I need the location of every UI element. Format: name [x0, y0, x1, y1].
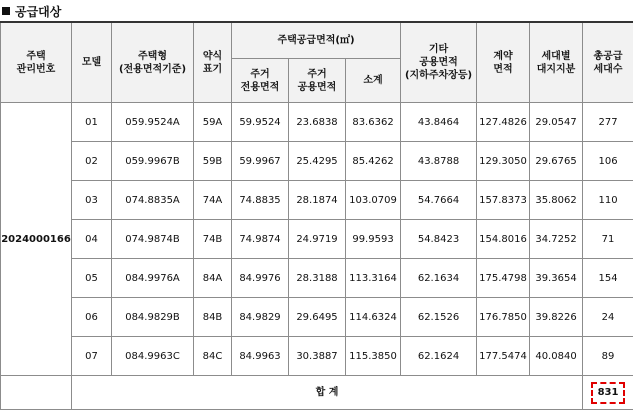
- other-common-cell: 43.8788: [401, 142, 477, 181]
- subtotal-cell: 103.0709: [346, 181, 401, 220]
- contract-area-cell: 154.8016: [477, 220, 530, 259]
- common-area-cell: 28.3188: [289, 259, 346, 298]
- header-total-units: 총공급 세대수: [583, 22, 633, 103]
- total-units-cell: 89: [583, 337, 633, 376]
- contract-area-cell: 177.5474: [477, 337, 530, 376]
- house-type-cell: 074.9874B: [112, 220, 194, 259]
- exclusive-area-cell: 59.9967: [232, 142, 289, 181]
- total-units-highlight: 831: [591, 382, 626, 404]
- land-share-cell: 40.0840: [530, 337, 583, 376]
- header-common-area: 주거 공용면적: [289, 59, 346, 103]
- subtotal-cell: 113.3164: [346, 259, 401, 298]
- header-house-type: 주택형 (전용면적기준): [112, 22, 194, 103]
- other-common-cell: 43.8464: [401, 103, 477, 142]
- land-share-cell: 39.3654: [530, 259, 583, 298]
- total-units-cell: 277: [583, 103, 633, 142]
- model-cell: 02: [72, 142, 112, 181]
- subtotal-cell: 115.3850: [346, 337, 401, 376]
- abbr-cell: 84C: [194, 337, 232, 376]
- abbr-cell: 59A: [194, 103, 232, 142]
- contract-area-cell: 129.3050: [477, 142, 530, 181]
- house-mgmt-no-cell: 2024000166: [1, 103, 72, 376]
- table-row: [1, 337, 633, 376]
- land-share-cell: 29.0547: [530, 103, 583, 142]
- common-area-cell: 24.9719: [289, 220, 346, 259]
- total-units-cell: [583, 376, 633, 410]
- header-abbr: 약식 표기: [194, 22, 232, 103]
- header-subtotal: 소계: [346, 59, 401, 103]
- other-common-cell: 54.8423: [401, 220, 477, 259]
- total-units-cell: 110: [583, 181, 633, 220]
- table-row: [1, 298, 633, 337]
- total-row: [1, 376, 633, 410]
- contract-area-cell: 157.8373: [477, 181, 530, 220]
- land-share-cell: 35.8062: [530, 181, 583, 220]
- total-label: 합 계: [72, 376, 583, 410]
- abbr-cell: 84A: [194, 259, 232, 298]
- table-row: [1, 142, 633, 181]
- other-common-cell: 54.7664: [401, 181, 477, 220]
- model-cell: 04: [72, 220, 112, 259]
- model-cell: 07: [72, 337, 112, 376]
- total-blank-cell: [1, 376, 72, 410]
- model-cell: 01: [72, 103, 112, 142]
- other-common-cell: 62.1526: [401, 298, 477, 337]
- total-units-cell: 24: [583, 298, 633, 337]
- abbr-cell: 74B: [194, 220, 232, 259]
- land-share-cell: 39.8226: [530, 298, 583, 337]
- header-supply-area-group: 주택공급면적(㎡): [232, 22, 401, 59]
- section-title: 공급대상: [15, 4, 62, 19]
- house-type-cell: 074.8835A: [112, 181, 194, 220]
- header-other-common: 기타 공용면적 (지하주차장등): [401, 22, 477, 103]
- common-area-cell: 30.3887: [289, 337, 346, 376]
- total-units-cell: 71: [583, 220, 633, 259]
- exclusive-area-cell: 84.9976: [232, 259, 289, 298]
- exclusive-area-cell: 74.9874: [232, 220, 289, 259]
- subtotal-cell: 83.6362: [346, 103, 401, 142]
- exclusive-area-cell: 84.9963: [232, 337, 289, 376]
- section-heading: [2, 2, 61, 20]
- common-area-cell: 29.6495: [289, 298, 346, 337]
- other-common-cell: 62.1624: [401, 337, 477, 376]
- subtotal-cell: 85.4262: [346, 142, 401, 181]
- contract-area-cell: 175.4798: [477, 259, 530, 298]
- common-area-cell: 25.4295: [289, 142, 346, 181]
- exclusive-area-cell: 84.9829: [232, 298, 289, 337]
- model-cell: 06: [72, 298, 112, 337]
- common-area-cell: 28.1874: [289, 181, 346, 220]
- total-units-cell: 154: [583, 259, 633, 298]
- land-share-cell: 29.6765: [530, 142, 583, 181]
- exclusive-area-cell: 59.9524: [232, 103, 289, 142]
- house-type-cell: 084.9976A: [112, 259, 194, 298]
- exclusive-area-cell: 74.8835: [232, 181, 289, 220]
- abbr-cell: 84B: [194, 298, 232, 337]
- house-type-cell: 084.9963C: [112, 337, 194, 376]
- house-type-cell: 059.9524A: [112, 103, 194, 142]
- common-area-cell: 23.6838: [289, 103, 346, 142]
- house-type-cell: 084.9829B: [112, 298, 194, 337]
- other-common-cell: 62.1634: [401, 259, 477, 298]
- subtotal-cell: 99.9593: [346, 220, 401, 259]
- abbr-cell: 59B: [194, 142, 232, 181]
- table-row: [1, 220, 633, 259]
- black-square-icon: [2, 7, 10, 15]
- contract-area-cell: 176.7850: [477, 298, 530, 337]
- table-row: [1, 103, 633, 142]
- land-share-cell: 34.7252: [530, 220, 583, 259]
- table-row: [1, 181, 633, 220]
- abbr-cell: 74A: [194, 181, 232, 220]
- header-model: 모델: [72, 22, 112, 103]
- contract-area-cell: 127.4826: [477, 103, 530, 142]
- table-row: [1, 259, 633, 298]
- model-cell: 03: [72, 181, 112, 220]
- model-cell: 05: [72, 259, 112, 298]
- supply-table: [0, 21, 633, 410]
- header-house-mgmt-no: 주택 관리번호: [1, 22, 72, 103]
- header-exclusive-area: 주거 전용면적: [232, 59, 289, 103]
- header-contract-area: 계약 면적: [477, 22, 530, 103]
- total-units-cell: 106: [583, 142, 633, 181]
- header-land-share: 세대별 대지지분: [530, 22, 583, 103]
- subtotal-cell: 114.6324: [346, 298, 401, 337]
- house-type-cell: 059.9967B: [112, 142, 194, 181]
